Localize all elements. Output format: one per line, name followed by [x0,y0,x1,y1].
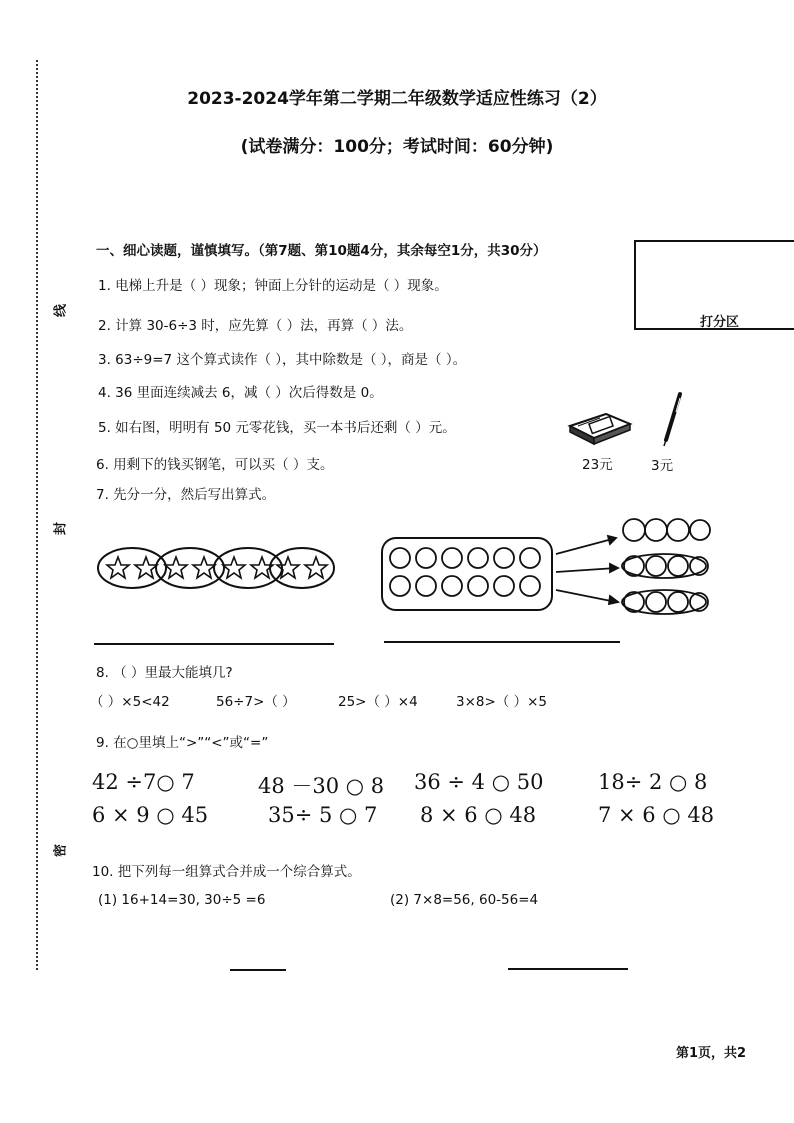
q10-part-1: (1) 16+14=30, 30÷5 =6 [98,892,266,908]
q9-r1-c2: 48 －30 ○ 8 [258,774,385,798]
question-6: 6. 用剩下的钱买钢笔，可以买（ ）支。 [96,457,334,473]
q9-r1-c1: 42 ÷7○ 7 [92,770,195,794]
question-9: 9. 在○里填上“>”“<”或“=” [96,735,269,751]
q8-item-1: （ ）×5<42 [90,694,170,710]
page-subtitle: (试卷满分：100分；考试时间：60分钟) [240,137,554,157]
answer-line-q7-right [384,641,620,643]
question-8: 8. （ ）里最大能填几? [96,665,233,681]
score-box-label: 打分区 [700,315,740,330]
page-title: 2023-2024学年第二学期二年级数学适应性练习（2） [187,89,607,109]
q9-r2-c1: 6 × 9 ○ 45 [92,803,209,827]
q9-r2-c2: 35÷ 5 ○ 7 [268,803,378,827]
q9-r1-c4: 18÷ 2 ○ 8 [598,770,708,794]
question-2: 2. 计算 30-6÷3 时，应先算（ ）法，再算（ ）法。 [98,318,413,334]
stars-grouping-figure [96,540,336,600]
answer-line-q7-left [94,643,334,645]
q9-r2-c4: 7 × 6 ○ 48 [598,803,715,827]
answer-line-q10-2 [508,968,628,970]
question-5: 5. 如右图，明明有 50 元零花钱，买一本书后还剩（ ）元。 [98,420,456,436]
q9-r2-c3: 8 × 6 ○ 48 [420,803,537,827]
q10-part-2: (2) 7×8=56, 60-56=4 [390,892,539,908]
pen-icon [660,392,684,448]
binding-dotted-line [36,60,38,970]
q8-item-4: 3×8>（ ）×5 [456,694,547,710]
pen-price: 3元 [651,458,674,474]
page-number: 第1页，共2 [676,1046,747,1061]
book-icon [566,404,632,444]
question-4: 4. 36 里面连续减去 6，减（ ）次后得数是 0。 [98,385,383,401]
answer-line-q10-1 [230,969,286,971]
question-1: 1. 电梯上升是（ ）现象；钟面上分针的运动是（ ）现象。 [98,278,448,294]
q9-r1-c3: 36 ÷ 4 ○ 50 [414,770,544,794]
question-3: 3. 63÷9=7 这个算式读作（ ），其中除数是（ ），商是（ ）。 [98,352,467,368]
section-heading: 一、细心读题，谨慎填写。（第7题、第10题4分，其余每空1分，共30分） [96,243,547,259]
binding-char-seal: 封 [53,523,66,538]
binding-char-secret: 密 [53,845,66,860]
question-7: 7. 先分一分，然后写出算式。 [96,487,276,503]
book-price: 23元 [582,457,613,473]
q8-item-2: 56÷7>（ ） [216,694,296,710]
binding-char-line: 线 [53,305,66,320]
circles-grouping-figure [380,514,710,618]
question-10: 10. 把下列每一组算式合并成一个综合算式。 [92,864,361,880]
q8-item-3: 25>（ ）×4 [338,694,418,710]
